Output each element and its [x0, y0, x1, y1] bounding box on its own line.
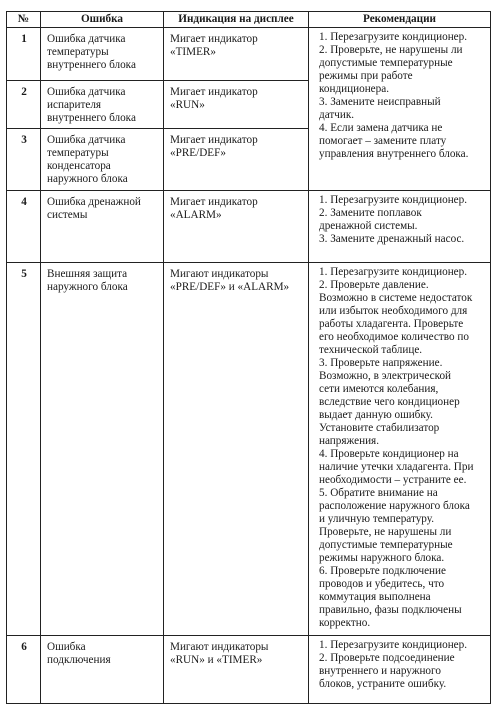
error-text-line: Ошибка датчика — [47, 86, 126, 98]
recommendation-line: режимы при работе — [319, 70, 413, 82]
recommendation-line: Проверьте, не нарушены ли — [319, 526, 452, 538]
recommendation-line: 2. Проверьте давление. — [319, 279, 429, 291]
error-text-line: Ошибка — [47, 641, 86, 653]
table-row — [7, 263, 491, 636]
recommendation-line: блоков, устраните ошибку. — [319, 678, 447, 690]
recommendation-line: 5. Обратите внимание на — [319, 487, 438, 499]
error-text-line: наружного блока — [47, 281, 128, 293]
header-indication: Индикация на дисплее — [164, 12, 309, 28]
recommendation-line: вследствие чего кондиционер — [319, 396, 460, 408]
recommendation-line: 1. Перезагрузите кондиционер. — [319, 194, 468, 206]
error-cell — [41, 263, 164, 636]
recommendation-line: расположение наружного блока — [319, 500, 470, 512]
error-text-line: внутреннего блока — [47, 112, 136, 124]
indication-text-line: Мигает индикатор — [170, 134, 258, 146]
recommendations-cell — [309, 263, 491, 636]
recommendation-line: коммутация выполнена — [319, 591, 431, 603]
indication-cell — [164, 263, 309, 636]
indication-text-line: Мигает индикатор — [170, 196, 258, 208]
table-row — [7, 191, 491, 263]
row-number: 2 — [7, 81, 41, 129]
recommendation-line: работы хладагента. Проверьте — [319, 318, 464, 330]
error-text-line: подключения — [47, 654, 111, 666]
error-text-line: наружного блока — [47, 173, 128, 185]
row-number: 4 — [7, 191, 41, 263]
recommendation-line: Установите стабилизатор — [319, 422, 440, 434]
recommendation-line: или избыток необходимого для — [319, 305, 468, 317]
row-number: 6 — [7, 636, 41, 704]
indication-text-line: Мигают индикаторы — [170, 641, 269, 653]
recommendation-line: 2. Проверьте, не нарушены ли — [319, 44, 463, 56]
error-cell — [41, 636, 164, 704]
error-cell — [41, 191, 164, 263]
error-text-line: конденсатора — [47, 160, 111, 172]
error-text-line: Ошибка дренажной — [47, 196, 141, 208]
row-number: 5 — [7, 263, 41, 636]
error-text-line: температуры — [47, 46, 109, 58]
recommendations-cell — [309, 28, 491, 191]
recommendation-line: помогает – замените плату — [319, 135, 447, 147]
recommendation-line: дренажной системы. — [319, 220, 418, 232]
header-num: № — [7, 12, 41, 28]
error-cell — [41, 129, 164, 191]
recommendation-line: 4. Проверьте кондиционер на — [319, 448, 459, 460]
recommendation-line: 1. Перезагрузите кондиционер. — [319, 266, 468, 278]
indication-text-line: «PRE/DEF» — [170, 147, 226, 159]
recommendation-line: датчик. — [319, 109, 355, 121]
indication-cell — [164, 129, 309, 191]
error-text-line: Ошибка датчика — [47, 33, 126, 45]
indication-text-line: Мигает индикатор — [170, 86, 258, 98]
recommendation-line: технической таблице. — [319, 344, 423, 356]
table-header-row — [7, 12, 491, 28]
header-recommendations: Рекомендации — [309, 12, 491, 28]
error-text-line: Внешняя защита — [47, 268, 128, 280]
error-text-line: системы — [47, 209, 88, 221]
recommendation-line: режимы наружного блока. — [319, 552, 445, 564]
recommendation-line: Возможно, в электрической — [319, 370, 452, 382]
recommendations-cell — [309, 636, 491, 704]
indication-cell — [164, 191, 309, 263]
error-text-line: испарителя — [47, 99, 102, 111]
header-error: Ошибка — [41, 12, 164, 28]
error-codes-table — [6, 11, 491, 704]
recommendation-line: 3. Замените дренажный насос. — [319, 233, 465, 245]
indication-text-line: «PRE/DEF» и «ALARM» — [170, 281, 290, 293]
recommendation-line: выдает данную ошибку. — [319, 409, 433, 421]
indication-cell — [164, 636, 309, 704]
recommendation-line: допустимые температурные — [319, 57, 453, 69]
recommendation-line: 1. Перезагрузите кондиционер. — [319, 639, 468, 651]
recommendation-line: правильно, фазы подключены — [319, 604, 462, 616]
recommendation-line: необходимости – устраните ее. — [319, 474, 467, 486]
indication-text-line: «ALARM» — [170, 209, 222, 221]
indication-text-line: «RUN» — [170, 99, 205, 111]
recommendation-line: напряжения. — [319, 435, 379, 447]
recommendation-line: допустимые температурные — [319, 539, 453, 551]
indication-text-line: «TIMER» — [170, 46, 216, 58]
row-number: 3 — [7, 129, 41, 191]
table-row — [7, 636, 491, 704]
table-row — [7, 28, 491, 81]
recommendation-line: и уличную температуру. — [319, 513, 435, 525]
indication-text-line: Мигает индикатор — [170, 33, 258, 45]
recommendation-line: наличие утечки хладагента. При — [319, 461, 474, 473]
error-text-line: внутреннего блока — [47, 59, 136, 71]
row-number: 1 — [7, 28, 41, 81]
indication-cell — [164, 28, 309, 81]
error-text-line: температуры — [47, 147, 109, 159]
recommendation-line: 4. Если замена датчика не — [319, 122, 443, 134]
recommendation-line: 3. Проверьте напряжение. — [319, 357, 443, 369]
recommendation-line: кондиционера. — [319, 83, 390, 95]
recommendation-line: корректно. — [319, 617, 371, 629]
recommendation-line: 1. Перезагрузите кондиционер. — [319, 31, 468, 43]
recommendation-line: управления внутреннего блока. — [319, 148, 469, 160]
error-cell — [41, 28, 164, 81]
error-text-line: Ошибка датчика — [47, 134, 126, 146]
recommendation-line: сети имеются колебания, — [319, 383, 439, 395]
recommendation-line: 2. Проверьте подсоединение — [319, 652, 455, 664]
recommendations-cell — [309, 191, 491, 263]
recommendation-line: Возможно в системе недостаток — [319, 292, 473, 304]
recommendation-line: его необходимое количество по — [319, 331, 469, 343]
indication-text-line: «RUN» и «TIMER» — [170, 654, 263, 666]
indication-cell — [164, 81, 309, 129]
indication-text-line: Мигают индикаторы — [170, 268, 269, 280]
recommendation-line: 2. Замените поплавок — [319, 207, 422, 219]
recommendation-line: 6. Проверьте подключение — [319, 565, 446, 577]
error-cell — [41, 81, 164, 129]
recommendation-line: проводов и убедитесь, что — [319, 578, 445, 590]
recommendation-line: внутреннего и наружного — [319, 665, 441, 677]
recommendation-line: 3. Замените неисправный — [319, 96, 441, 108]
